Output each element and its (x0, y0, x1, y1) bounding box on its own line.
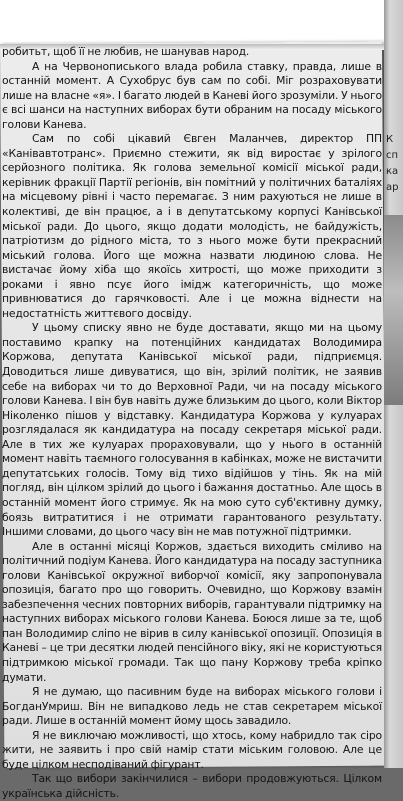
adjacent-text-fragment: сп (386, 150, 399, 161)
article-paragraph: Сам по собі цікавий Євген Маланчев, директор ПП «Канівавтотранс». Приємно стежити, як від виростає у зрілого серйозного політика. Як голова земельної комісії міської ради, керівник фракції Партії регіонів, він помітний у політичних баталіях на місцевому рівні і часто перемагає. З ним рахуються не лише в колективі, де він працює, а і в депутатському корпусі Канівської міської ради. До цього, якщо додати молодість, не байдужість, патріотизм до рідного міста, то з нього може бути прекрасний міський голова. Його ще можна назвати людиною слова. Не вистачає йому хіба що якоїсь хитрості, що може приходити з роками і явно псує його імідж категоричність, що може привнюватися до гарячковості. Але і це можна віднести на недостатність життєвого досвіду. (2, 132, 382, 320)
adjacent-text-fragment: ка (386, 166, 399, 177)
article-paragraph: У цьому списку явно не буде доставати, якщо ми на цьому поставимо крапку на потенційних кандидатах Володимира Коржова, депутата Канівської міської ради, підприємця. Доводиться лише дивуватися, що він, зрілий політик, не заявив себе на виборах чи то до Верховної Ради, чи на посаду міського голови Канева. І він був навіть дуже близьким до цього, коли Віктор Ніколенко пішов у відставку. Кандидатура Коржова у кулуарах розглядалася як кандидатура на посаду секретаря міської ради. Але в тих же кулуарах прораховували, що у нього в останній момент навіть таємного голосування в кабінках, може не вистачити депутатських голосів. Тому від тихо відійшов у тінь. Як на мій погляд, він цілком зрілий до цього і бажання достатньо. Але щось в останній момент його стримує. Як на мою суто суб'єктивну думку, боязь витратитися і не отримати гарантованого результату. Іншими словами, до цього часу він не мав потужної підтримки. (2, 321, 382, 539)
adjacent-text-fragment: К (386, 134, 394, 145)
adjacent-text-fragment: ар (386, 182, 399, 193)
adjacent-page-strip (384, 0, 403, 768)
article-paragraph: А на Червонописького влада робила ставку, правда, лише в останній момент. А Сухобрус був сам по собі. Міг розраховувати лише на власне «я». І багато людей в Каневі його зрозуміли. У нього є всі шанси на наступних виборах бути обраним на посаду міського голови Канева. (2, 59, 382, 131)
article-paragraph: робитьт, щоб її не любив, не шанував народ. (2, 45, 250, 58)
adjacent-page-photo (384, 215, 403, 405)
article-body (2, 45, 382, 801)
article-paragraph: Я не думаю, що пасивним буде на виборах міського голови і БогданУмриш. Він не випадково ледь не став секретарем міської ради. Лише в останній момент йому щось завадило. (2, 685, 382, 728)
article-paragraph: Так що вибори закінчилися – вибори продовжуються. Цілком українська дійсність. (2, 772, 382, 800)
article-paragraph: Але в останні місяці Коржов, здається виходить сміливо на політичний подіум Канева. Його кандидатура на посаду заступника голови Канівської окружної виборчої комісії, яку запропонувала опозиція, багато про що говорить. Очевидно, що Коржову взамін забезпечення чесних повторних виборів, гарантували підтримку на наступних виборах міського голови Канева. Боюся лише за те, щоб пан Володимир сліпо не вірив в силу канівської опозиції. Опозиція в Каневі – це три десятки людей пенсійного віку, які не користуються підтримкою міської громади. Так що пану Коржову треба кріпко думати. (2, 539, 382, 684)
article-paragraph: Я не виключаю можливості, що хтось, кому набридло так сіро жити, не заявить і про свій намір стати міським головою. Але це буде цілком несподіваний фігурант. (2, 728, 382, 771)
